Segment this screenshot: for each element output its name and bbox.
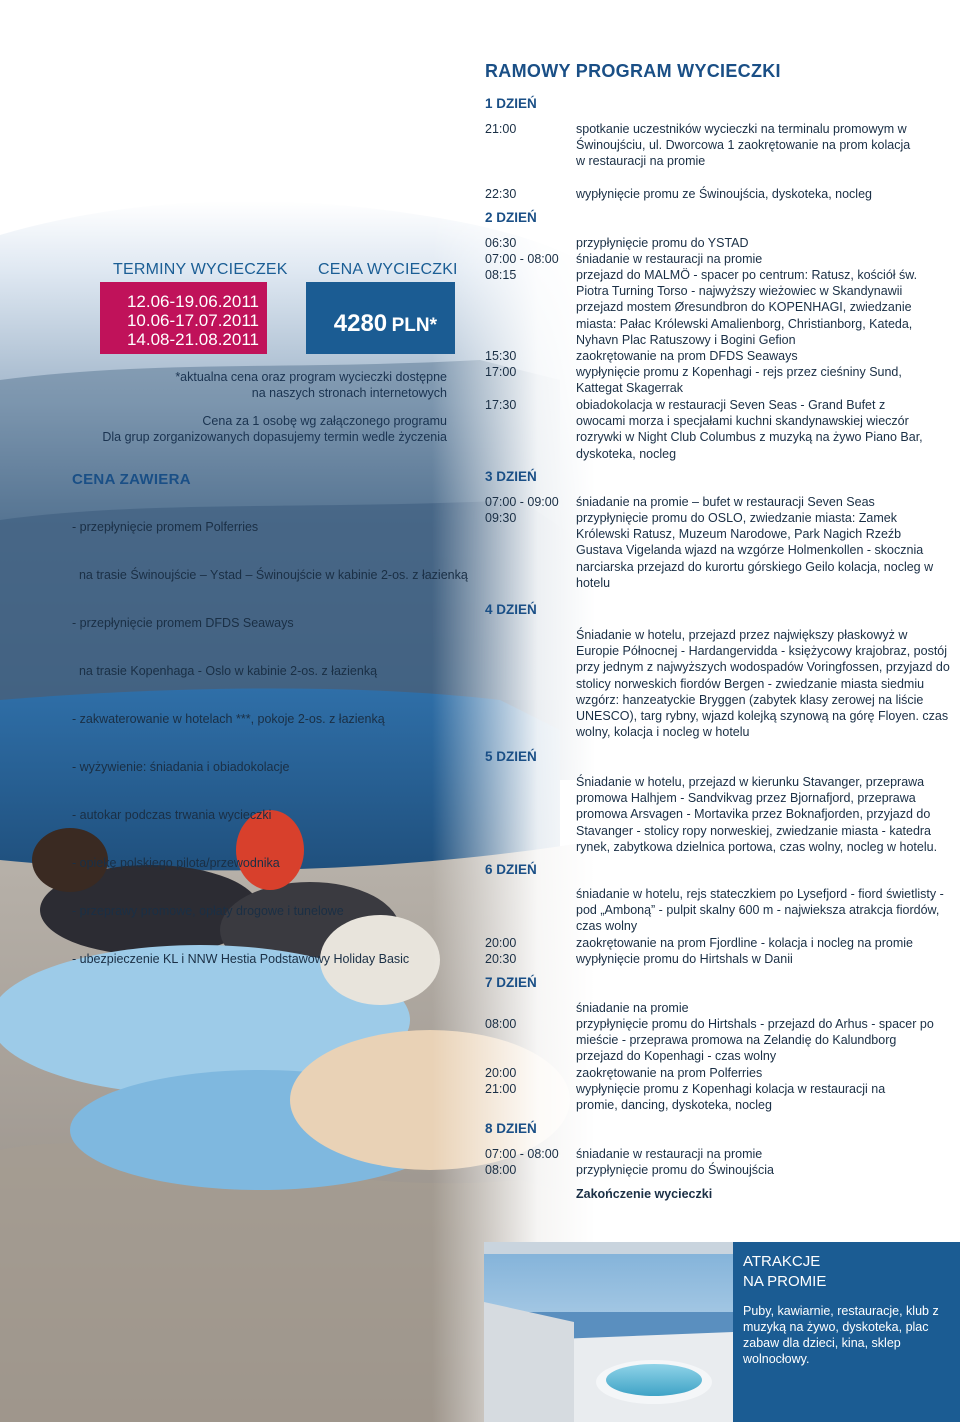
row-text: wypłynięcie promu z Kopenhagi kolacja w restauracji na promie, dancing, dyskoteka, nocleg [576, 1082, 886, 1113]
day-7-row [485, 1016, 955, 1065]
row-time: 17:00 [485, 365, 517, 379]
zawiera-item: - przepłynięcie promem Polferries [72, 520, 259, 534]
zawiera-item: - przeprawy promowe, opłaty drogowe i tunelowe [72, 904, 344, 918]
zawiera-item: - opiekę polskiego pilota/przewodnika [72, 856, 280, 870]
row-text: Śniadanie w hotelu, przejazd w kierunku Stavanger, przeprawa promowa Halhjem - Sandvikvag przez Bjornafjord, przeprawa promowa Arsvagen - Mortavika przez Boknafjorden, przyjazd do Stavanger - stolicy ropy norweskiej, zwiedzanie miasta - katedra rynek, zabytkowa dzielnica portowa, czas wolny, nocleg w hotelu. [576, 775, 938, 854]
terminy-dates [127, 292, 259, 349]
row-time: 15:30 [485, 349, 517, 363]
row-text: wypłynięcie promu ze Świnoujścia, dyskoteka, nocleg [576, 187, 872, 201]
row-time: 22:30 [485, 187, 517, 201]
row-time: 06:30 [485, 236, 517, 250]
day-6-row [485, 886, 955, 935]
program-end: Zakończenie wycieczki [576, 1187, 713, 1201]
atrakcje-title-2: NA PROMIE [743, 1273, 827, 1290]
note-line-3: Cena za 1 osobę wg załączonego programu [202, 414, 447, 428]
row-time: 09:30 [485, 511, 517, 525]
terminy-title: TERMINY WYCIECZEK [113, 261, 288, 278]
row-text: wypłynięcie promu z Kopenhagi - rejs przez cieśniny Sund, Kattegat Skagerrak [576, 365, 902, 396]
price-notes [47, 369, 447, 445]
price-amount: 4280 [333, 310, 388, 337]
zawiera-item: - przepłynięcie promem DFDS Seaways [72, 616, 294, 630]
row-text: śniadanie w restauracji na promie [576, 252, 763, 266]
day-3-row [485, 494, 955, 510]
day-2-row [485, 348, 955, 364]
day-7-row [485, 1000, 955, 1016]
row-text: przypłynięcie promu do Hirtshals - przejazd do Arhus - spacer po mieście - przeprawa promowa na Zelandię do Kalundborg przejazd do Kopenhagi - czas wolny [576, 1017, 934, 1064]
date-3: 14.08-21.08.2011 [126, 330, 259, 349]
row-text: Śniadanie w hotelu, przejazd przez największy płaskowyż w Europie Północnej - Hardangervidda - księżycowy krajobraz, postój przy jednym z najwyższych wodospadów Voringfossen, przyjazd do stolicy norweskich fiordów Bergen - zwiedzanie miasta siedmiu wzgórz: hanzeatyckie Bryggen (zabytek klasy zerowej na liście UNESCO), targ rybny, wjazd kolejką szynową na górę Floyen. czas wolny, kolacja i nocleg w hotelu [576, 628, 950, 740]
date-2: 10.06-17.07.2011 [126, 311, 259, 330]
row-text: śniadanie w hotelu, rejs stateczkiem po Lysefjord - fiord świetlisty - pod „Amboną” - pulpit skalny 600 m - najwieksza atrakcja fiordów, czas wolny [576, 887, 944, 934]
row-text: przypłynięcie promu do YSTAD [576, 236, 749, 250]
row-text: śniadanie w restauracji na promie [576, 1147, 763, 1161]
day-5-header: 5 DZIEŃ [485, 749, 537, 764]
row-text: wypłynięcie promu do Hirtshals w Danii [576, 952, 793, 966]
row-text: spotkanie uczestników wycieczki na terminalu promowym w Świnoujściu, ul. Dworcowa 1 zaokrętowanie na prom kolacja w restauracji na promie [576, 122, 911, 169]
date-1: 12.06-19.06.2011 [126, 292, 259, 311]
row-time: 08:00 [485, 1163, 517, 1177]
day-2-row [485, 267, 955, 348]
price-value [334, 310, 437, 338]
zawiera-list [72, 487, 472, 983]
price-currency: PLN* [391, 315, 437, 336]
day-6-row [485, 951, 955, 967]
row-time: 08:00 [485, 1017, 517, 1031]
row-text: przypłynięcie promu do Świnoujścia [576, 1163, 775, 1177]
zawiera-item: na trasie Kopenhaga - Oslo w kabinie 2-os. z łazienką [72, 664, 378, 678]
note-line-1: *aktualna cena oraz program wycieczki dostępne [175, 370, 447, 384]
zawiera-item: na trasie Świnoujście – Ystad – Świnoujście w kabinie 2-os. z łazienką [72, 568, 468, 582]
day-1-row [485, 186, 955, 202]
row-text: śniadanie na promie – bufet w restauracji Seven Seas [576, 495, 875, 509]
row-time: 21:00 [485, 1082, 517, 1096]
day-3-row [485, 510, 955, 591]
day-5-row [485, 774, 955, 855]
atrakcje-title-1: ATRAKCJE [743, 1253, 821, 1270]
note-line-4: Dla grup zorganizowanych dopasujemy termin wedle życzenia [102, 430, 447, 444]
day-4-row [485, 627, 955, 740]
row-time: 07:00 - 09:00 [485, 495, 559, 509]
day-7-row [485, 1081, 955, 1113]
terminy-dates-box [100, 282, 267, 354]
row-time: 20:00 [485, 936, 517, 950]
zawiera-title: CENA ZAWIERA [72, 471, 191, 488]
note-line-2: na naszych stronach internetowych [251, 386, 447, 400]
row-text: obiadokolacja w restauracji Seven Seas - Grand Bufet z owocami morza i specjałami kuchni skandynawskiej wieczór rozrywki w Night Club Columbus z muzyką na żywo Piano Bar, dyskoteka, nocleg [576, 398, 923, 461]
program-title: RAMOWY PROGRAM WYCIECZKI [485, 61, 781, 81]
zawiera-item: - wyżywienie: śniadania i obiadokolacje [72, 760, 290, 774]
zawiera-item: - autokar podczas trwania wycieczki [72, 808, 272, 822]
atrakcje-text: Puby, kawiarnie, restauracje, klub z muzyką na żywo, dyskoteka, plac zabaw dla dzieci, kina, sklep wolnocłowy. [743, 1304, 939, 1366]
row-text: śniadanie na promie [576, 1001, 689, 1015]
row-time: 07:00 - 08:00 [485, 1147, 559, 1161]
cena-title: CENA WYCIECZKI [318, 261, 458, 278]
day-8-row [485, 1146, 955, 1162]
day-1-header: 1 DZIEŃ [485, 96, 537, 111]
row-text: zaokrętowanie na prom Fjordline - kolacja i nocleg na promie [576, 936, 913, 950]
day-4-header: 4 DZIEŃ [485, 602, 537, 617]
price-box [306, 282, 455, 354]
row-time: 21:00 [485, 122, 517, 136]
row-text: zaokrętowanie na prom Polferries [576, 1066, 763, 1080]
day-1-row [485, 121, 955, 170]
day-2-header: 2 DZIEŃ [485, 210, 537, 225]
row-time: 20:30 [485, 952, 517, 966]
day-2-row [485, 364, 955, 396]
atrakcje-panel [733, 1242, 960, 1422]
day-2-row [485, 397, 955, 462]
day-3-header: 3 DZIEŃ [485, 469, 537, 484]
day-6-row [485, 935, 955, 951]
day-8-header: 8 DZIEŃ [485, 1121, 537, 1136]
row-time: 07:00 - 08:00 [485, 252, 559, 266]
day-7-header: 7 DZIEŃ [485, 975, 537, 990]
row-time: 17:30 [485, 398, 517, 412]
day-2-row [485, 235, 955, 251]
row-text: zaokrętowanie na prom DFDS Seaways [576, 349, 798, 363]
ferry-photo [484, 1242, 733, 1422]
zawiera-item: - ubezpieczenie KL i NNW Hestia Podstawowy Holiday Basic [72, 952, 410, 966]
day-6-header: 6 DZIEŃ [485, 862, 537, 877]
row-text: przejazd do MALMÖ - spacer po centrum: Ratusz, kościół św. Piotra Turning Torso - najwyższy wieżowiec w Skandynawii przejazd mostem Øresundbron do KOPENHAGI, zwiedzanie miasta: Pałac Królewski Amalienborg, Christianborg, Kateda, Nyhavn Plac Ratuszowy i Bogini Gefion [576, 268, 918, 347]
zawiera-item: - zakwaterowanie w hotelach ***, pokoje 2-os. z łazienką [72, 712, 385, 726]
day-8-row [485, 1162, 955, 1178]
row-time: 08:15 [485, 268, 517, 282]
row-time: 20:00 [485, 1066, 517, 1080]
day-7-row [485, 1065, 955, 1081]
row-text: przypłynięcie promu do OSLO, zwiedzanie miasta: Zamek Królewski Ratusz, Muzeum Narodowe, Park Nagich Rzeźb Gustava Vigelanda wjazd na wzgórze Holmenkollen - skocznia narciarska przejazd do kurortu górskiego Geilo kolacja, nocleg w hotelu [576, 511, 934, 590]
day-2-row [485, 251, 955, 267]
